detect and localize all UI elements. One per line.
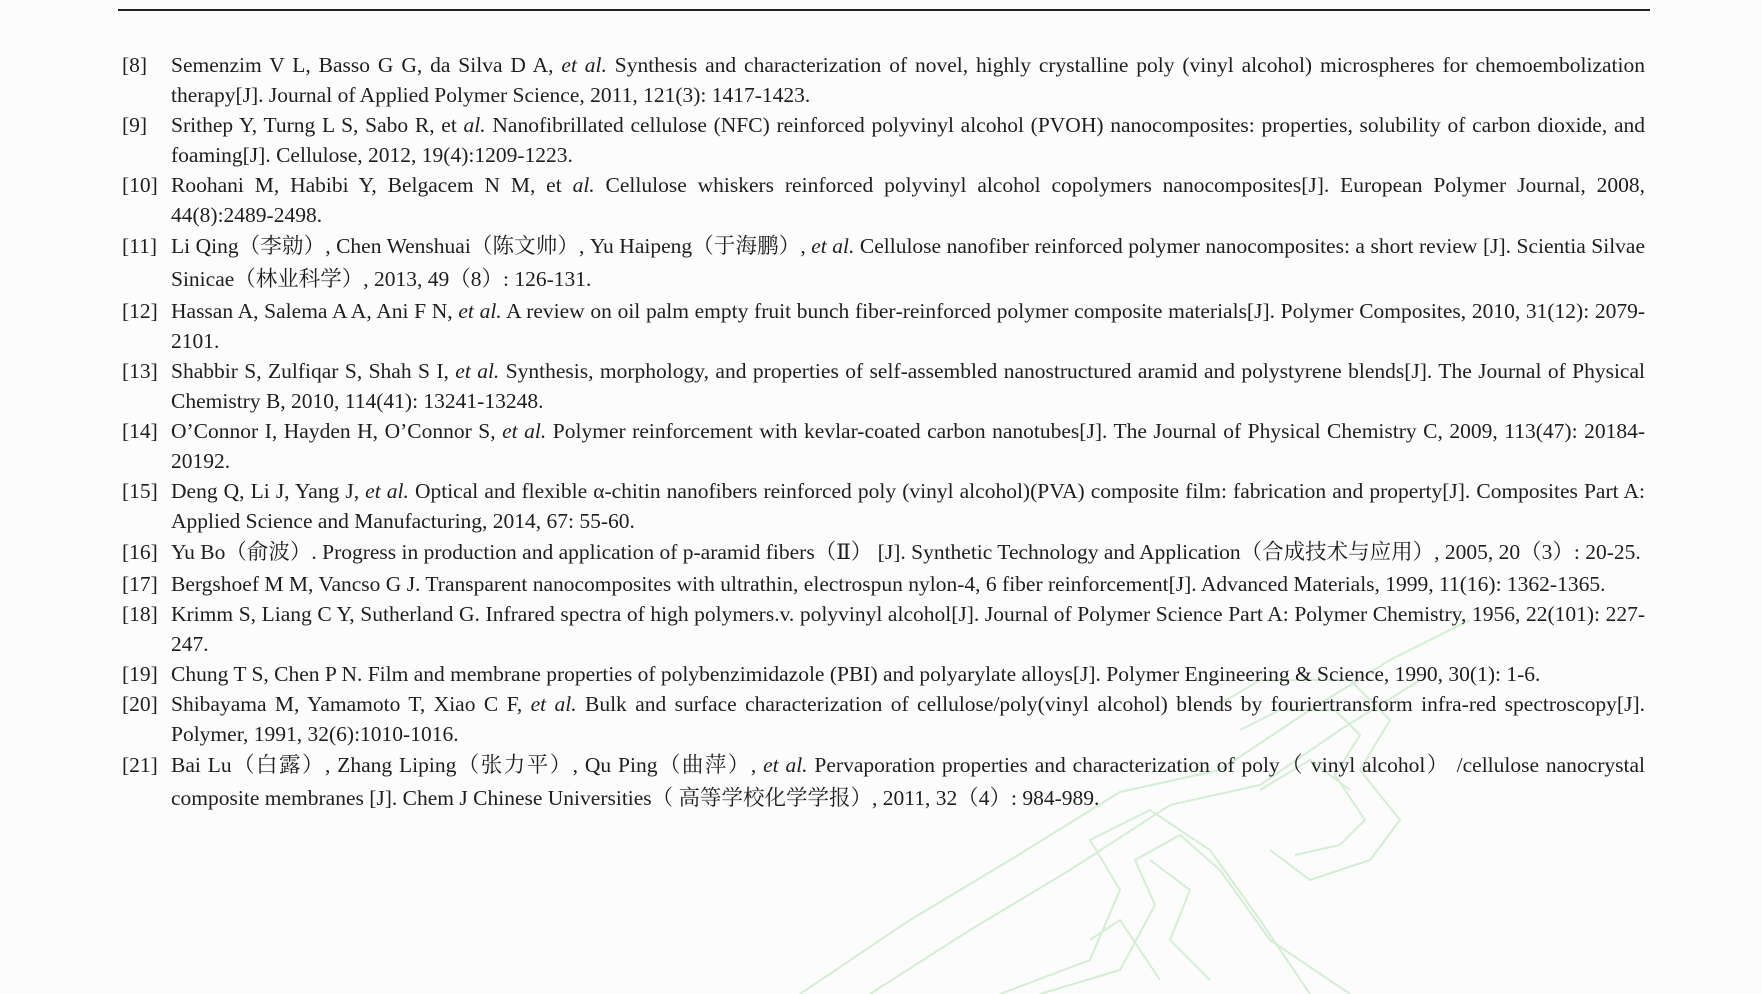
reference-text: Hassan A, Salema A A, Ani F N, et al. A review on oil palm empty fruit bunch fiber‑reinforced polymer composite materials[J]. Polymer Composites, 2010, 31(12): 2079-2101. — [171, 299, 1646, 353]
reference-number: [15] — [122, 479, 158, 503]
reference-number: [8] — [122, 53, 148, 77]
reference-item — [122, 689, 1645, 749]
reference-number: [20] — [122, 692, 158, 716]
reference-item — [122, 659, 1645, 689]
reference-text: Bai Lu（白露）, Zhang Liping（张力平）, Qu Ping（曲萍）, et al. Pervaporation properties and characterization of poly（ vinyl alcohol） /cellulose nanocrystal composite membranes [J]. Chem J Chinese Universities（ 高等学校化学学报）, 2011, 32（4）: 984-989. — [171, 753, 1645, 810]
reference-number: [18] — [122, 602, 158, 626]
reference-text: Bergshoef M M, Vancso G J. Transparent nanocomposites with ultrathin, electrospun nylon‑4, 6 fiber reinforcement[J]. Advanced Materials, 1999, 11(16): 1362-1365. — [171, 572, 1606, 596]
reference-item — [122, 356, 1645, 416]
reference-list — [122, 50, 1645, 815]
reference-text: Srithep Y, Turng L S, Sabo R, et al. Nanofibrillated cellulose (NFC) reinforced polyvinyl alcohol (PVOH) nanocomposites: properties, solubility of carbon dioxide, and foaming[J]. Cellulose, 2012, 19(4):1209-1223. — [171, 113, 1645, 167]
reference-text: Li Qing（李勍）, Chen Wenshuai（陈文帅）, Yu Haipeng（于海鹏）, et al. Cellulose nanofiber reinforced polymer nanocomposites: a short review [J]. Scientia Silvae Sinicae（林业科学）, 2013, 49（8）: 126-131. — [171, 234, 1646, 291]
reference-number: [16] — [122, 540, 158, 564]
reference-item — [122, 296, 1645, 356]
reference-number: [14] — [122, 419, 158, 443]
reference-text: O’Connor I, Hayden H, O’Connor S, et al. Polymer reinforcement with kevlar-coated carbon nanotubes[J]. The Journal of Physical Chemistry C, 2009, 113(47): 20184-20192. — [171, 419, 1645, 473]
reference-item — [122, 170, 1645, 230]
reference-number: [11] — [122, 234, 158, 258]
reference-number: [13] — [122, 359, 158, 383]
reference-item — [122, 749, 1645, 815]
reference-item — [122, 230, 1645, 296]
reference-text: Deng Q, Li J, Yang J, et al. Optical and flexible α-chitin nanofibers reinforced poly (vinyl alcohol)(PVA) composite film: fabrication and property[J]. Composites Part A: Applied Science and Manufacturing, 2014, 67: 55-60. — [171, 479, 1645, 533]
reference-text: Chung T S, Chen P N. Film and membrane properties of polybenzimidazole (PBI) and polyarylate alloys[J]. Polymer Engineering & Science, 1990, 30(1): 1-6. — [171, 662, 1541, 686]
reference-item — [122, 536, 1645, 569]
reference-item — [122, 50, 1645, 110]
reference-item — [122, 599, 1645, 659]
reference-number: [17] — [122, 572, 158, 596]
reference-item — [122, 416, 1645, 476]
reference-item — [122, 476, 1645, 536]
reference-number: [19] — [122, 662, 158, 686]
reference-text: Yu Bo（俞波）. Progress in production and application of p-aramid fibers（Ⅱ） [J]. Synthetic Technology and Application（合成技术与应用）, 2005, 20（3）: 20-25. — [171, 540, 1641, 564]
reference-text: Roohani M, Habibi Y, Belgacem N M, et al. Cellulose whiskers reinforced polyvinyl alcohol copolymers nanocomposites[J]. European Polymer Journal, 2008, 44(8):2489-2498. — [171, 173, 1645, 227]
reference-number: [21] — [122, 753, 158, 777]
reference-text: Semenzim V L, Basso G G, da Silva D A, et al. Synthesis and characterization of novel, highly crystalline poly (vinyl alcohol) microspheres for chemoembolization therapy[J]. Journal of Applied Polymer Science, 2011, 121(3): 1417-1423. — [171, 53, 1645, 107]
reference-text: Krimm S, Liang C Y, Sutherland G. Infrared spectra of high polymers.v. polyvinyl alcohol[J]. Journal of Polymer Science Part A: Polymer Chemistry, 1956, 22(101): 227-247. — [171, 602, 1645, 656]
reference-item — [122, 110, 1645, 170]
reference-text: Shabbir S, Zulfiqar S, Shah S I, et al. Synthesis, morphology, and properties of self-assembled nanostructured aramid and polystyrene blends[J]. The Journal of Physical Chemistry B, 2010, 114(41): 13241-13248. — [171, 359, 1645, 413]
reference-item — [122, 569, 1645, 599]
header-rule — [118, 9, 1650, 11]
reference-text: Shibayama M, Yamamoto T, Xiao C F, et al. Bulk and surface characterization of cellulose/poly(vinyl alcohol) blends by fouriertransform infra-red spectroscopy[J]. Polymer, 1991, 32(6):1010-1016. — [171, 692, 1645, 746]
reference-number: [12] — [122, 299, 158, 323]
reference-number: [9] — [122, 113, 148, 137]
reference-number: [10] — [122, 173, 158, 197]
